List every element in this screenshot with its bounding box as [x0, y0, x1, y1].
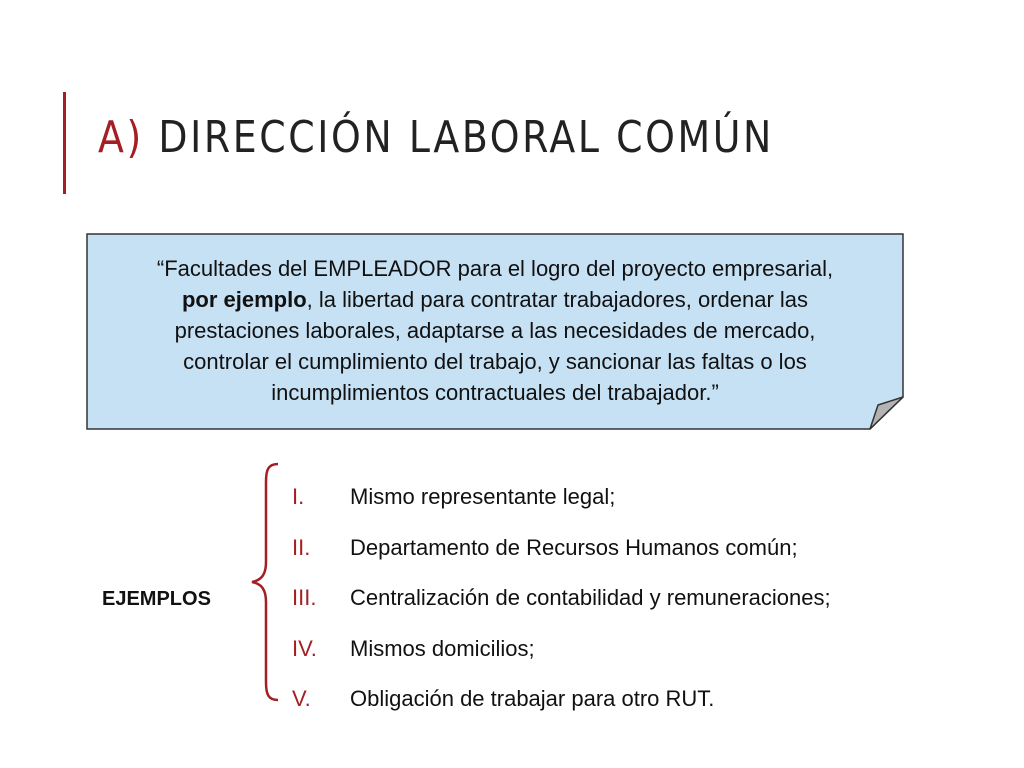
item-number: V. [292, 686, 311, 712]
quote-line-3: prestaciones laborales, adaptarse a las necesidades de mercado, [174, 318, 816, 343]
item-number: I. [292, 484, 305, 510]
item-text: Centralización de contabilidad y remuneraciones; [350, 585, 831, 611]
list-item [292, 573, 831, 624]
list-item [292, 624, 831, 675]
quote-line-2-rest: , la libertad para contratar trabajadores, ordenar las [306, 287, 809, 312]
title-main: DIRECCIÓN LABORAL COMÚN [158, 112, 774, 163]
quote-emphasis: por ejemplo [181, 287, 307, 312]
item-number: IV. [292, 635, 317, 661]
item-number: II. [292, 534, 311, 560]
item-text: Mismos domicilios; [350, 635, 535, 661]
examples-list [292, 472, 831, 725]
quote-line-1: “Facultades del EMPLEADOR para el logro del proyecto empresarial, [156, 256, 834, 281]
list-item [292, 472, 831, 523]
quote-line-5: incumplimientos contractuales del trabajador.” [271, 380, 719, 405]
title-prefix: A) [98, 112, 144, 163]
examples-label: EJEMPLOS [102, 588, 211, 610]
slide-title [98, 112, 774, 163]
quote-line-2 [86, 284, 904, 315]
title-accent-bar [63, 92, 66, 194]
curly-brace-icon [248, 462, 282, 702]
item-number: III. [292, 585, 317, 611]
item-text: Departamento de Recursos Humanos común; [350, 534, 798, 560]
quote-line-4: controlar el cumplimiento del trabajo, y sancionar las faltas o los [183, 349, 807, 374]
quote-text [86, 253, 904, 408]
item-text: Mismo representante legal; [350, 484, 616, 510]
list-item [292, 674, 831, 725]
item-text: Obligación de trabajar para otro RUT. [350, 686, 715, 712]
quote-note [86, 233, 904, 430]
list-item [292, 523, 831, 574]
